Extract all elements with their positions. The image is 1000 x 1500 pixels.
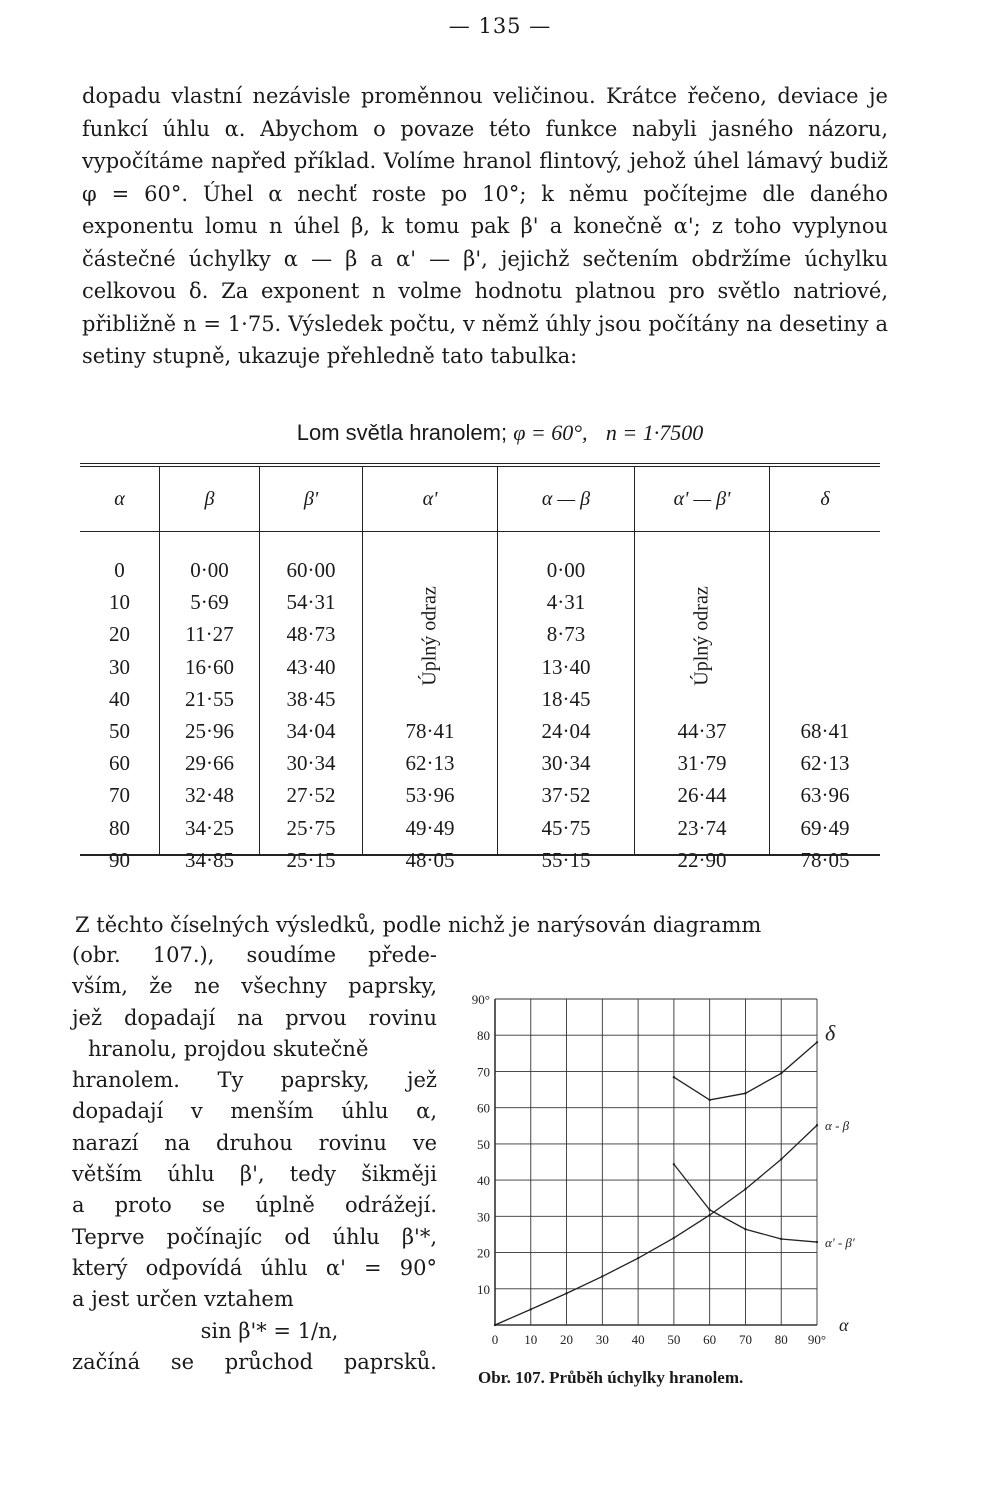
series-point xyxy=(780,1072,782,1074)
series-point xyxy=(816,1241,818,1243)
table-cell: 62·13 xyxy=(800,751,850,776)
table-cell: 37·52 xyxy=(541,783,591,808)
series-label: α - β xyxy=(825,1118,850,1134)
total-reflection-label-2: Úplný odraz xyxy=(690,586,713,686)
series-point xyxy=(673,1163,675,1165)
table-cell: 31·79 xyxy=(677,751,727,776)
table-cell: 48·05 xyxy=(405,847,455,872)
y-tick-label: 50 xyxy=(477,1136,490,1152)
table-cell: 30 xyxy=(109,654,130,679)
text-line: hranolem. Ty paprsky, jež xyxy=(72,1068,437,1093)
header-alpha-prime: α' xyxy=(363,467,498,531)
table-cell: 34·04 xyxy=(286,718,336,743)
y-tick-label: 30 xyxy=(477,1209,490,1225)
y-tick-label: 80 xyxy=(477,1028,490,1044)
series-point xyxy=(816,1124,818,1126)
table-cell: 20 xyxy=(109,622,130,647)
table-cell: 49·49 xyxy=(405,815,455,840)
table-cell: 10 xyxy=(109,590,130,615)
x-tick-label: 0 xyxy=(491,1332,499,1347)
grid xyxy=(495,999,817,1325)
table-cell: 90 xyxy=(109,847,130,872)
series-point xyxy=(673,1076,675,1078)
y-tick-label: 90° xyxy=(471,992,490,1007)
x-tick-label: 50 xyxy=(667,1332,681,1347)
series-point xyxy=(744,1188,746,1190)
table-cell: 5·69 xyxy=(190,590,229,615)
x-tick-label: 20 xyxy=(560,1332,574,1347)
table-cell: 18·45 xyxy=(541,686,591,711)
text-line: (obr. 107.), soudíme přede- xyxy=(72,943,437,967)
text-line: dopadají v menším úhlu α, xyxy=(72,1099,437,1124)
page-number: — 135 — xyxy=(448,14,552,38)
table-cell: 69·49 xyxy=(800,815,850,840)
series-point xyxy=(708,1214,710,1216)
column-alpha-prime-minus-beta-prime xyxy=(635,532,770,872)
column-alpha xyxy=(80,532,160,872)
text-line: větším úhlu β', tedy šikměji xyxy=(72,1162,437,1187)
table-cell: 29·66 xyxy=(185,751,234,776)
series-point xyxy=(673,1237,675,1239)
text-line: jež dopadají na prvou rovinu xyxy=(72,1005,437,1030)
x-tick-label: 40 xyxy=(631,1332,645,1347)
table-cell: 4·31 xyxy=(546,590,586,615)
table-cell: 24·04 xyxy=(541,718,591,743)
table-cell: 70 xyxy=(109,783,130,808)
table-cell: 0·00 xyxy=(546,558,586,582)
table-cell: 30·34 xyxy=(286,751,336,776)
table-cell: 32·48 xyxy=(185,783,234,808)
y-tick-label: 40 xyxy=(477,1173,490,1189)
table-cell: 68·41 xyxy=(800,719,850,743)
table-cell: 21·55 xyxy=(185,686,234,711)
table-cell: 40 xyxy=(109,686,130,711)
table-cell: 34·85 xyxy=(185,847,234,872)
table-cell: 78·05 xyxy=(800,847,850,872)
series-line-1 xyxy=(495,1125,817,1325)
table-cell: 23·74 xyxy=(677,815,727,840)
series-point xyxy=(780,1238,782,1240)
table-cell: 25·15 xyxy=(286,847,336,872)
table-cell: 63·96 xyxy=(800,783,850,808)
table-body xyxy=(80,532,880,872)
table-cell: 48·73 xyxy=(286,622,336,647)
series-point xyxy=(816,1041,818,1043)
series-label: δ xyxy=(825,1020,836,1046)
series-point xyxy=(494,1324,496,1326)
intro-paragraph: dopadu vlastní nezávisle proměnnou veličinou. Krátce řečeno, deviace je funkcí úhlu α. Abychom o povaze této funkce nabyli jasného názoru, vypočítáme napřed příklad. Volíme hranol flintový, jehož úhel lámavý budiž φ = 60°. Úhel α nechť roste po 10°; k němu počítejme dle daného exponentu lomu n úhel β, k tomu pak β' a konečně α'; z toho vyplynou částečné úchylky α — β a α' — β', jejichž sečtením obdržíme úchylku celkovou δ. Za exponent n volme hodnotu platnou pro světlo natriové, přibližně n = 1·75. Výsledek počtu, v němž úhly jsou počítány na desetiny a setiny stupně, ukazuje přehledně tato tabulka: xyxy=(82,84,888,368)
header-beta: β xyxy=(160,467,260,531)
table-cell: 34·25 xyxy=(185,815,234,840)
after-table-line: Z těchto číselných výsledků, podle nichž je narýsován diagramm xyxy=(75,913,762,937)
table-cell: 11·27 xyxy=(185,622,234,647)
text-line: hranolu, projdou skutečně xyxy=(88,1036,369,1061)
series-point xyxy=(744,1228,746,1230)
total-reflection-label: Úplný odraz xyxy=(418,586,441,686)
header-beta-prime: β' xyxy=(260,467,363,531)
table-cell: 80 xyxy=(109,815,130,840)
x-tick-label: 70 xyxy=(738,1332,752,1347)
header-alpha-minus-beta: α — β xyxy=(498,467,635,531)
column-alpha-prime xyxy=(363,532,498,872)
table-cell: 50 xyxy=(109,718,130,743)
table-cell: 38·45 xyxy=(286,686,336,711)
table-cell: 27·52 xyxy=(286,783,336,808)
table-cell: 25·96 xyxy=(185,718,234,743)
table-cell: 16·60 xyxy=(185,654,234,679)
series-label: α' - β' xyxy=(825,1235,855,1251)
text-line: Teprve počínajíc od úhlu β'*, xyxy=(72,1224,437,1249)
table-cell: 60 xyxy=(109,751,130,776)
x-tick-label: 10 xyxy=(524,1332,538,1347)
table-cell: 13·40 xyxy=(541,654,591,679)
header-delta: δ xyxy=(820,487,830,510)
table-cell: 43·40 xyxy=(286,654,336,679)
tick-labels xyxy=(472,992,826,1347)
figure-caption: Obr. 107. Průběh úchylky hranolem. xyxy=(478,1368,744,1387)
column-delta xyxy=(770,532,880,872)
x-tick-label: 30 xyxy=(595,1332,609,1347)
formula: sin β'* = 1/n, xyxy=(200,1318,339,1343)
left-column-text xyxy=(72,940,437,1378)
series-point xyxy=(601,1275,603,1277)
table-cell: 44·37 xyxy=(677,719,727,743)
table-cell: 30·34 xyxy=(541,751,591,776)
y-tick-label: 70 xyxy=(477,1064,490,1080)
y-tick-label: 60 xyxy=(477,1100,490,1116)
column-beta-prime xyxy=(260,532,363,872)
table-cell: 60·00 xyxy=(286,558,336,582)
text-line: narazí na druhou rovinu ve xyxy=(72,1130,437,1155)
series-point xyxy=(530,1308,532,1310)
series-point xyxy=(637,1257,639,1259)
empty-cells xyxy=(770,554,880,715)
text-line: který odpovídá úhlu α' = 90° xyxy=(72,1255,437,1280)
table-cell: 0·00 xyxy=(190,558,229,582)
y-tick-label: 20 xyxy=(477,1245,490,1261)
text-line: a jest určen vztahem xyxy=(72,1287,294,1312)
x-axis-label: α xyxy=(839,1315,849,1335)
series-point xyxy=(744,1092,746,1094)
column-beta xyxy=(160,532,260,872)
series xyxy=(494,1020,855,1326)
table-cell: 25·75 xyxy=(286,815,336,840)
table-caption-n: n = 1·7500 xyxy=(605,420,704,445)
text-line: začíná se průchod paprsků. xyxy=(72,1349,437,1374)
table-cell: 22·90 xyxy=(677,847,727,872)
series-point xyxy=(780,1158,782,1160)
table-cell: 45·75 xyxy=(541,815,591,840)
x-tick-label: 80 xyxy=(774,1332,788,1347)
table-cell: 78·41 xyxy=(405,719,455,743)
table-caption-phi: φ = 60°, xyxy=(513,420,588,445)
series-point xyxy=(565,1292,567,1294)
table-caption-text: Lom světla hranolem; xyxy=(296,420,508,445)
x-tick-label: 90° xyxy=(807,1332,827,1347)
header-alpha: α xyxy=(80,467,160,531)
table-cell: 26·44 xyxy=(677,783,727,808)
header-alpha-prime-minus-beta-prime: α' — β' xyxy=(635,467,770,531)
table-cell: 53·96 xyxy=(405,783,455,808)
series-point xyxy=(708,1209,710,1211)
table-cell: 62·13 xyxy=(405,751,455,776)
text-line: vším, že ne všechny paprsky, xyxy=(72,974,437,999)
series-point xyxy=(708,1099,710,1101)
table-caption xyxy=(0,420,1000,446)
table-cell: 0 xyxy=(114,558,125,582)
column-alpha-minus-beta xyxy=(498,532,635,872)
table-cell: 55·15 xyxy=(541,847,591,872)
table-cell: 8·73 xyxy=(546,622,586,647)
x-tick-label: 60 xyxy=(703,1332,717,1347)
text-line: a proto se úplně odrážejí. xyxy=(72,1193,437,1218)
deviation-diagram xyxy=(455,975,875,1365)
y-tick-label: 10 xyxy=(477,1281,490,1297)
results-table xyxy=(80,463,880,872)
table-cell: 54·31 xyxy=(286,590,336,615)
table-header-row xyxy=(80,467,880,532)
